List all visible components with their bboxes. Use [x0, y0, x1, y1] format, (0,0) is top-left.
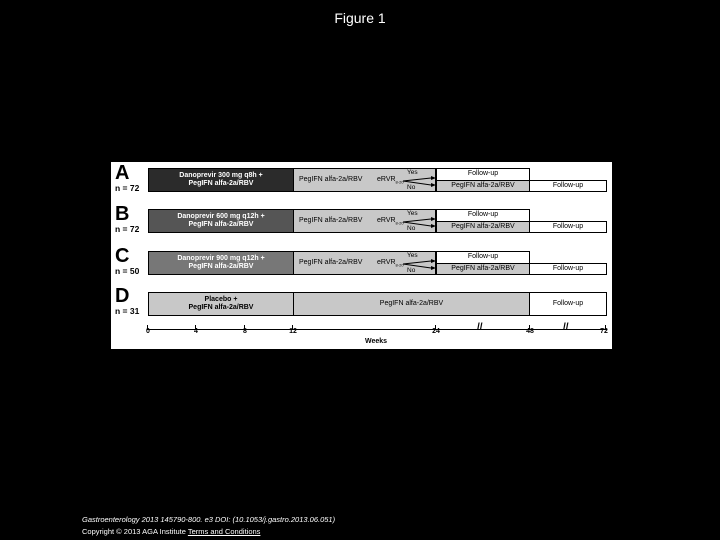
- arm-n: n = 31: [115, 306, 140, 316]
- arm-b-row: [111, 205, 612, 249]
- timeline-axis: [147, 329, 607, 330]
- branch-arrows: [401, 255, 437, 273]
- final-followup-box: Follow-up: [529, 292, 607, 316]
- followup-box: Follow-up: [436, 251, 530, 264]
- axis-tick-label: 4: [194, 328, 198, 335]
- backbone-label: PegIFN alfa-2a/RBV: [188, 263, 254, 270]
- backbone-label: PegIFN alfa-2a/RBV: [188, 221, 254, 228]
- final-followup-box: Follow-up: [529, 263, 607, 275]
- no-label: No: [407, 225, 416, 232]
- axis-tick-label: 0: [146, 328, 150, 335]
- axis-break-icon: //: [563, 322, 569, 333]
- axis-break-icon: //: [477, 322, 483, 333]
- final-followup-box: Follow-up: [529, 180, 607, 192]
- drug-label: Placebo +: [204, 295, 238, 303]
- branch-arrows: [401, 172, 437, 190]
- ervr-label: eRVR$_{8-20}$: [377, 176, 404, 185]
- arm-n: n = 50: [115, 266, 140, 276]
- arm-c-row: [111, 247, 612, 291]
- arm-letter: B: [115, 203, 130, 225]
- treatment-box: [148, 292, 294, 316]
- final-followup-box: Follow-up: [529, 221, 607, 233]
- extended-treatment-box: PegIFN alfa-2a/RBV: [436, 180, 530, 192]
- arm-letter: A: [115, 162, 130, 184]
- arm-letter: D: [115, 285, 130, 307]
- arm-d-row: [111, 287, 612, 331]
- axis-label: Weeks: [365, 338, 388, 345]
- yes-label: Yes: [407, 169, 418, 176]
- treatment-box: [148, 251, 294, 275]
- treatment-box: [148, 209, 294, 233]
- axis-tick-label: 48: [526, 328, 534, 335]
- backbone-label: PegIFN alfa-2a/RBV: [188, 304, 254, 311]
- arm-letter: C: [115, 245, 130, 267]
- followup-box: Follow-up: [436, 209, 530, 222]
- arm-n: n = 72: [115, 183, 140, 193]
- continuation-label: PegIFN alfa-2a/RBV: [299, 217, 363, 224]
- ervr-label: eRVR$_{8-20}$: [377, 217, 404, 226]
- arm-n: n = 72: [115, 224, 140, 234]
- extended-treatment-box: PegIFN alfa-2a/RBV: [436, 221, 530, 233]
- backbone-label: PegIFN alfa-2a/RBV: [188, 180, 254, 187]
- continuation-label: PegIFN alfa-2a/RBV: [299, 259, 363, 266]
- study-design-diagram: [111, 162, 612, 349]
- extended-treatment-box: PegIFN alfa-2a/RBV: [436, 263, 530, 275]
- treatment-box: [148, 168, 294, 192]
- axis-tick-label: 24: [432, 328, 440, 335]
- no-label: No: [407, 184, 416, 191]
- branch-arrows: [401, 213, 437, 231]
- followup-box: Follow-up: [436, 168, 530, 181]
- copyright: Copyright © 2013 AGA Institute Terms and Conditions: [82, 527, 261, 536]
- ervr-label: eRVR$_{8-20}$: [377, 259, 404, 268]
- yes-label: Yes: [407, 210, 418, 217]
- citation: Gastroenterology 2013 145790-800. e3 DOI: (10.1053/j.gastro.2013.06.051): [82, 515, 336, 524]
- drug-label: Danoprevir 600 mg q12h +: [177, 212, 265, 220]
- axis-tick-label: 12: [289, 328, 297, 335]
- terms-link[interactable]: Terms and Conditions: [187, 527, 261, 536]
- continuation-box: PegIFN alfa-2a/RBV: [293, 292, 530, 316]
- axis-tick-label: 72: [600, 328, 608, 335]
- yes-label: Yes: [407, 252, 418, 259]
- continuation-label: PegIFN alfa-2a/RBV: [299, 176, 363, 183]
- drug-label: Danoprevir 300 mg q8h +: [179, 171, 263, 179]
- axis-tick-label: 8: [243, 328, 247, 335]
- drug-label: Danoprevir 900 mg q12h +: [177, 254, 265, 262]
- page-title: Figure 1: [334, 10, 386, 26]
- arm-a-row: [111, 164, 612, 208]
- no-label: No: [407, 267, 416, 274]
